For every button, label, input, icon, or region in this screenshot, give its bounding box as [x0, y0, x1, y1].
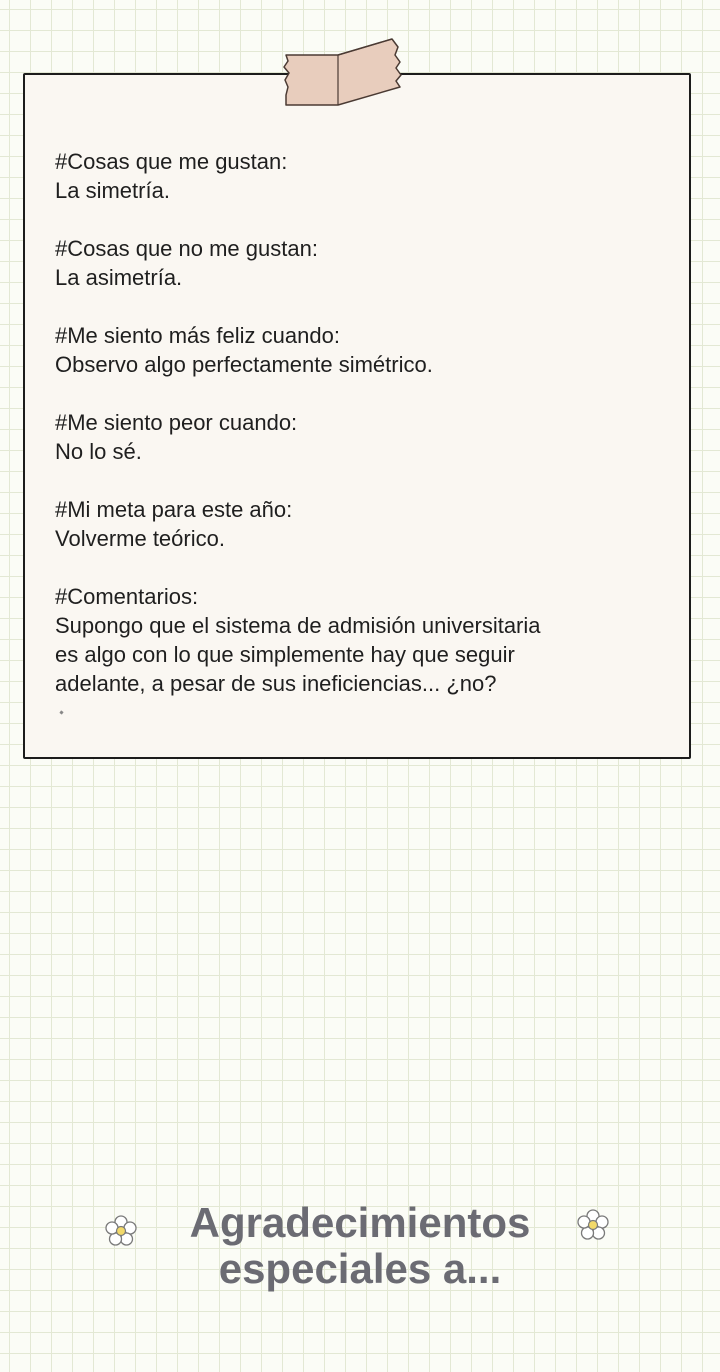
note-answer: La simetría. — [55, 178, 170, 203]
thanks-line-1: Agradecimientos — [189, 1199, 531, 1246]
note-heading: #Me siento más feliz cuando: — [55, 323, 340, 348]
note-answer: Supongo que el sistema de admisión universitaria es algo con lo que simplemente hay que seguir adelante, a pesar de sus ineficiencias... ¿no? — [55, 613, 541, 696]
special-thanks-heading — [0, 1200, 720, 1292]
note-heading: #Comentarios: — [55, 584, 199, 609]
note-heading: #Mi meta para este año: — [55, 497, 293, 522]
note-section-happiest — [55, 321, 659, 379]
note-heading: #Cosas que no me gustan: — [55, 236, 318, 261]
note-answer: Volverme teórico. — [55, 526, 225, 551]
note-answer: No lo sé. — [55, 439, 142, 464]
note-section-comments — [55, 582, 659, 698]
note-answer: La asimetría. — [55, 265, 183, 290]
tape-strip — [280, 35, 404, 107]
thanks-line-2: especiales a... — [218, 1245, 502, 1292]
note-answer: Observo algo perfectamente simétrico. — [55, 352, 433, 377]
note-section-worst — [55, 408, 659, 466]
note-section-goal — [55, 495, 659, 553]
note-section-dislikes — [55, 234, 659, 292]
note-heading: #Cosas que me gustan: — [55, 149, 288, 174]
note-section-likes — [55, 147, 659, 205]
profile-note-card — [23, 73, 691, 759]
note-heading: #Me siento peor cuando: — [55, 410, 298, 435]
note-body — [55, 147, 659, 727]
